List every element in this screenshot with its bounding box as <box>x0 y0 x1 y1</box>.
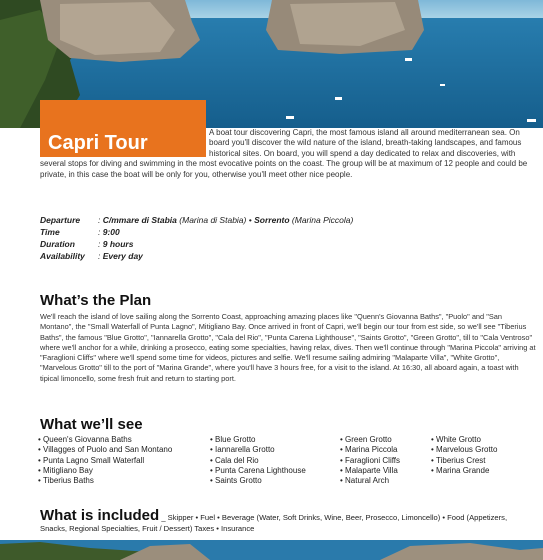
list-item: • Marina Grande <box>431 466 531 476</box>
fact-availability: Availability : Every day <box>40 251 143 261</box>
plan-text: We'll reach the island of love sailing along the Sorrento Coast, approaching amazing places like "Quenn's Giovanna Baths", "Puolo" and "San Montano", the "Small Waterfall of Punta Lagno", Mitigliano Bay. Once arrived in front of Capri, we'll begin our tour from est side, so we'll see "Tiberius Baths", the famous "Blue Grotto", "Iannarella Grotto", "Cala del Rio", "Punta Carena Lighthouse", "Saints Grotto", "Green Grotto", till to "Cala Ventroso" where we'll anchor for a while, drinking a prosecco, eating some specialties, having relax, dives. Then we'll continue through "Marina Piccola" arriving at "Faraglioni Cliffs" where we'll spend some time for videos, pictures and selfie. We'll resume sailing admiring "Malaparte Villa", "White Grotto", "Marvelous Grotto" till to the port of "Marina Grande", where you'll have 3 hours free, for a visit to the island. At 16:30, all aboard again, a toast with tipical limoncello, some fresh fruit and return to starting port. <box>40 312 536 383</box>
departure-b-note: (Marina Piccola) <box>291 215 354 225</box>
list-item: • Tiberius Baths <box>38 476 210 486</box>
duration-value: 9 hours <box>102 239 134 249</box>
availability-label: Availability <box>40 251 85 261</box>
list-item: • Iannarella Grotto <box>210 445 340 455</box>
time-value: 9:00 <box>102 227 120 237</box>
list-item: • Faraglioni Cliffs <box>340 456 431 466</box>
page-title: Capri Tour <box>48 132 148 154</box>
list-item: • White Grotto <box>431 435 531 445</box>
list-item: • Blue Grotto <box>210 435 340 445</box>
list-item: • Punta Lagno Small Waterfall <box>38 456 210 466</box>
tour-facts <box>40 214 353 262</box>
departure-a: C/mmare di Stabia <box>102 215 177 225</box>
included-text: _ Skipper • Fuel • Beverage (Water, Soft Drinks, Wine, Beer, Prosecco, Limoncello) • Food (Appetizers, Snacks, Regional Specialties, Fruit / Dessert) Taxes • Insurance <box>40 513 508 533</box>
sights-list <box>38 435 531 486</box>
list-item: • Marina Piccola <box>340 445 431 455</box>
plan-heading: What’s the Plan <box>40 292 152 309</box>
duration-label: Duration <box>40 239 75 249</box>
list-item: • Villagges of Puolo and San Montano <box>38 445 210 455</box>
intro-paragraph <box>40 128 536 180</box>
departure-b: Sorrento <box>254 215 290 225</box>
see-heading: What we’ll see <box>40 416 143 433</box>
fact-duration: Duration : 9 hours <box>40 239 134 249</box>
list-item: • Marvelous Grotto <box>431 445 531 455</box>
footer-photo <box>0 540 543 560</box>
list-item: • Tiberius Crest <box>431 456 531 466</box>
list-item: • Natural Arch <box>340 476 431 486</box>
list-item: • Queen's Giovanna Baths <box>38 435 210 445</box>
list-item: • Cala del Rio <box>210 456 340 466</box>
included-heading: What is included <box>40 507 160 524</box>
sights-column-2 <box>210 435 340 486</box>
list-item: • Mitigliano Bay <box>38 466 210 476</box>
intro-text: A boat tour discovering Capri, the most famous island all around mediterranean sea. On board you'll discover the wild nature of the island, breath-taking landscapes, and famous historical sites. On board, you will spend a day dedicated to relax and discoveries, with several stops for diving and swimming in the most evocative points on the coast. The group will be at maximum of 12 people and could be private, in this case the boat will be only for you, otherwise you'll meet other nice people. <box>40 128 528 179</box>
departure-label: Departure <box>40 215 81 225</box>
sights-column-4 <box>431 435 531 486</box>
list-item: • Green Grotto <box>340 435 431 445</box>
fact-time: Time : 9:00 <box>40 227 120 237</box>
departure-a-note: (Marina di Stabia) <box>179 215 247 225</box>
list-item: • Punta Carena Lighthouse <box>210 466 340 476</box>
sights-column-1 <box>38 435 210 486</box>
departure-separator: • <box>248 215 252 225</box>
list-item: • Malaparte Villa <box>340 466 431 476</box>
fact-departure: Departure : C/mmare di Stabia (Marina di Stabia) • Sorrento (Marina Piccola) <box>40 215 354 225</box>
sights-column-3 <box>340 435 431 486</box>
list-item: • Saints Grotto <box>210 476 340 486</box>
included-section <box>40 507 536 534</box>
time-label: Time <box>40 227 60 237</box>
availability-value: Every day <box>102 251 143 261</box>
